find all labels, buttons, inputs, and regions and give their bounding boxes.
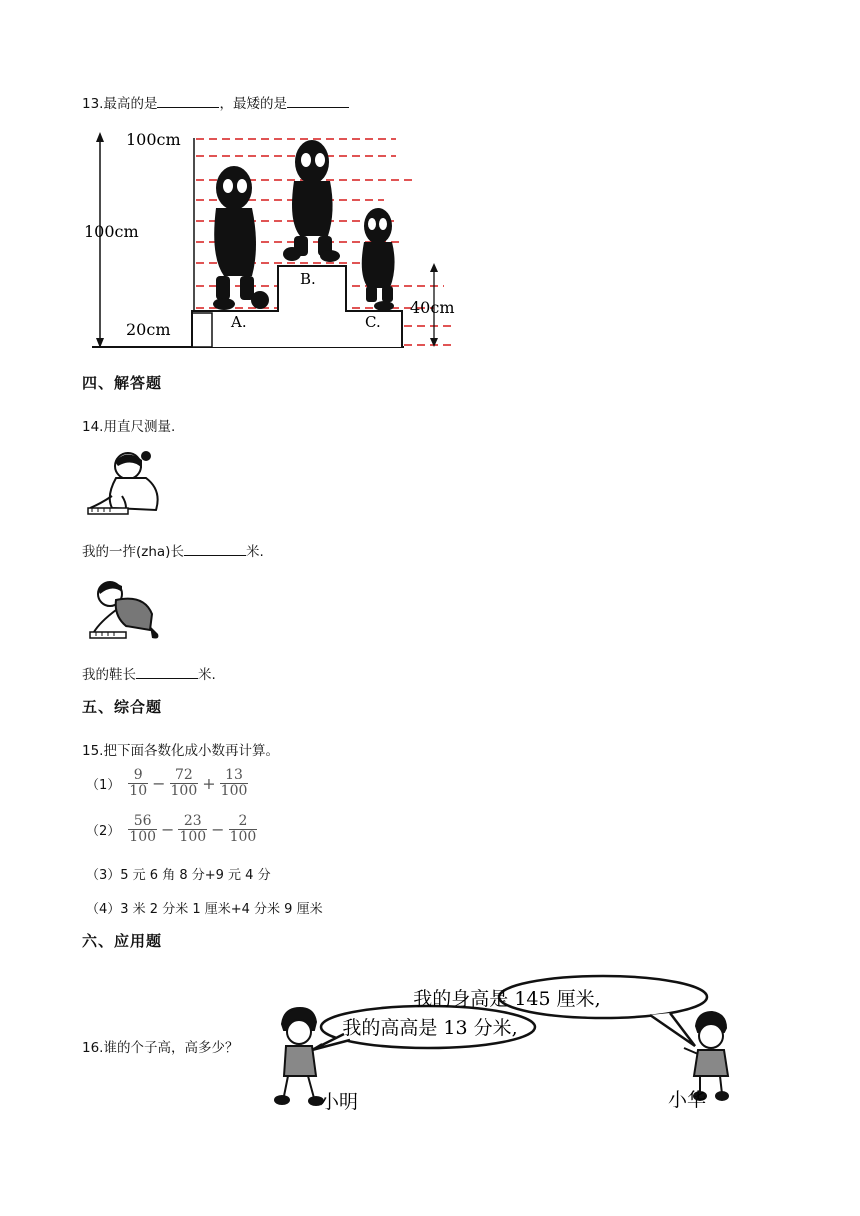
plus-sign: + — [202, 774, 216, 793]
label-a: A. — [231, 313, 247, 331]
q16-illustration — [270, 968, 740, 1118]
label-100cm-left: 100cm — [84, 222, 139, 241]
q14-blank-hand-span[interactable] — [184, 543, 246, 556]
figure-c — [362, 208, 395, 311]
q15-prompt: 15.把下面各数化成小数再计算。 — [82, 743, 279, 759]
minus-sign: − — [152, 774, 166, 793]
fraction: $\frac{23}{100}$ — [179, 813, 207, 845]
section-title-5: 五、综合题 — [82, 698, 163, 716]
boy-xiaohua — [684, 1012, 728, 1100]
name-xiaoming: 小明 — [320, 1091, 359, 1113]
q14-line-hand — [82, 540, 264, 560]
label-40cm: 40cm — [410, 298, 455, 317]
fraction: $\frac{56}{100}$ — [129, 813, 157, 845]
minus-sign: − — [211, 820, 225, 839]
label-20cm: 20cm — [126, 320, 171, 339]
figure-a — [213, 166, 269, 310]
label-b: B. — [300, 270, 316, 288]
bubble-right-text: 我的身高是 145 厘米, — [413, 988, 601, 1010]
q13-height-figure — [84, 126, 470, 354]
q13-text-b: ，最矮的是 — [219, 96, 287, 112]
q15-item-4: （4）3 米 2 分米 1 厘米+4 分米 9 厘米 — [86, 902, 323, 917]
q13-text-a: 13.最高的是 — [82, 96, 158, 112]
q15-item1-label: （1） — [86, 778, 121, 793]
label-100cm-top: 100cm — [126, 130, 181, 149]
label-c: C. — [365, 313, 381, 331]
girl-measuring-hand-image — [86, 446, 166, 520]
q15-item-1 — [86, 768, 248, 799]
fraction: $\frac{2}{100}$ — [229, 813, 257, 845]
minus-sign: − — [161, 820, 175, 839]
q15-item2-label: （2） — [86, 824, 121, 839]
name-xiaohua: 小华 — [668, 1089, 707, 1111]
fraction: $\frac{13}{100}$ — [220, 767, 248, 799]
section-title-6: 六、应用题 — [82, 932, 163, 950]
figure-b — [283, 140, 340, 262]
fraction: $\frac{72}{100}$ — [170, 767, 198, 799]
boy-xiaoming — [275, 1008, 323, 1105]
q14-line-shoe — [82, 663, 216, 683]
q14-prompt: 14.用直尺测量. — [82, 419, 176, 435]
q14-hand-unit: 米. — [245, 544, 264, 560]
q14-blank-shoe[interactable] — [136, 666, 198, 679]
q13-blank-shortest[interactable] — [287, 95, 349, 108]
q14-shoe-text: 我的鞋长 — [82, 667, 136, 683]
bubble-left-text: 我的高高是 13 分米, — [342, 1017, 518, 1039]
q16-prompt: 16.谁的个子高，高多少？ — [82, 1040, 239, 1056]
fraction: $\frac{9}{10}$ — [129, 767, 148, 799]
q13-prompt — [82, 92, 349, 112]
q14-shoe-unit: 米. — [198, 667, 216, 683]
q14-hand-text: 我的一拃(zha)长 — [82, 544, 184, 560]
section-title-4: 四、解答题 — [82, 374, 163, 392]
boy-measuring-shoe-image — [86, 574, 164, 644]
q15-item-3: （3）5 元 6 角 8 分+9 元 4 分 — [86, 868, 271, 883]
q15-item-2 — [86, 814, 257, 845]
q13-blank-tallest[interactable] — [157, 95, 219, 108]
